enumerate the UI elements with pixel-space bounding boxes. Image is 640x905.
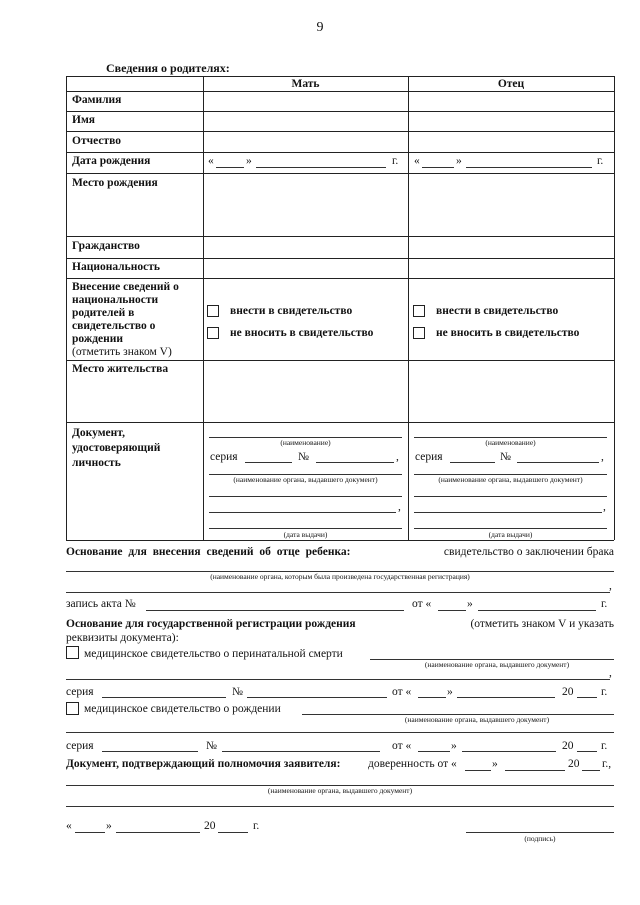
mother-include-checkbox[interactable] xyxy=(207,305,219,317)
birth-cert-organ-line-2[interactable] xyxy=(66,732,614,733)
row-label-name: Имя xyxy=(72,114,95,126)
record-day-field[interactable] xyxy=(438,610,466,611)
mother-issue-date-line[interactable] xyxy=(209,528,402,529)
perinatal-number-label: № xyxy=(232,686,243,698)
mother-series-label: серия xyxy=(210,451,238,463)
mother-caption-issuer: (наименование органа, выдавшего документ) xyxy=(233,475,378,484)
perinatal-day-field[interactable] xyxy=(418,697,446,698)
record-from-label: от « xyxy=(412,598,432,610)
perinatal-organ-line-2[interactable] xyxy=(66,679,610,680)
father-exclude-checkbox[interactable] xyxy=(413,327,425,339)
basis-father-organ-line-2[interactable] xyxy=(66,592,610,593)
row-label-citizenship: Гражданство xyxy=(72,240,140,252)
father-number-label: № xyxy=(500,451,511,463)
record-date-field[interactable] xyxy=(478,610,596,611)
birth-cert-day-field[interactable] xyxy=(418,751,450,752)
authority-year-field[interactable] xyxy=(582,770,600,771)
row-label-id-document: Документ, удостоверяющий личность xyxy=(72,427,161,469)
footer-year-field[interactable] xyxy=(218,832,248,833)
father-caption-issuer: (наименование органа, выдавшего документ) xyxy=(438,475,583,484)
perinatal-label: медицинское свидетельство о перинатальной смерти xyxy=(84,648,343,660)
perinatal-caption: (наименование органа, выдавшего документ) xyxy=(424,660,570,669)
perinatal-series-field[interactable] xyxy=(102,697,226,698)
father-series-label: серия xyxy=(415,451,443,463)
basis-father-label: Основание для внесения сведений об отце ребенка: xyxy=(66,546,351,558)
parents-section-title: Сведения о родителях: xyxy=(106,61,230,75)
father-caption-issue-date: (дата выдачи) xyxy=(488,530,533,539)
basis-father-caption: (наименование органа, которым была произведена государственная регистрация) xyxy=(210,572,470,581)
perinatal-year-field[interactable] xyxy=(577,697,597,698)
birth-cert-month-field[interactable] xyxy=(462,751,556,752)
birth-cert-series-field[interactable] xyxy=(102,751,198,752)
record-act-label: запись акта № xyxy=(66,598,136,610)
footer-day-field[interactable] xyxy=(75,832,105,833)
authority-text: доверенность от « xyxy=(368,758,457,770)
row-label-surname: Фамилия xyxy=(72,94,122,106)
authority-label: Документ, подтверждающий полномочия заявителя: xyxy=(66,758,341,770)
father-number-field[interactable] xyxy=(517,462,599,463)
father-include-checkbox[interactable] xyxy=(413,305,425,317)
signature-caption: (подпись) xyxy=(524,834,556,843)
father-exclude-label: не вносить в свидетельство xyxy=(436,327,580,339)
basis-father-text: свидетельство о заключении брака xyxy=(443,546,614,558)
authority-caption: (наименование органа, выдавшего документ) xyxy=(267,786,413,795)
nationality-entry-bold: Внесение сведений о национальности родителей в свидетельство о рождении xyxy=(72,281,179,345)
birth-cert-series-label: серия xyxy=(66,740,94,752)
authority-organ-line-2[interactable] xyxy=(66,806,614,807)
row-label-birth-place: Место рождения xyxy=(72,177,158,189)
page-number: 9 xyxy=(316,20,324,35)
footer-month-field[interactable] xyxy=(116,832,200,833)
birth-cert-caption: (наименование органа, выдавшего документ) xyxy=(404,715,550,724)
birth-cert-number-label: № xyxy=(206,740,217,752)
column-header-father: Отец xyxy=(497,78,525,90)
birth-cert-number-field[interactable] xyxy=(222,751,380,752)
mother-series-field[interactable] xyxy=(245,462,292,463)
basis-birth-tail: (отметить знаком V и указать xyxy=(470,618,614,630)
birth-cert-year-field[interactable] xyxy=(577,751,597,752)
basis-birth-line2: реквизиты документа): xyxy=(66,632,179,644)
mother-exclude-label: не вносить в свидетельство xyxy=(230,327,374,339)
row-label-nationality-entry xyxy=(72,281,202,359)
father-issuer-line[interactable] xyxy=(414,496,607,497)
basis-birth-label: Основание для государственной регистрации рождения xyxy=(66,618,356,630)
column-header-mother: Мать xyxy=(291,78,320,90)
row-label-patronymic: Отчество xyxy=(72,135,121,147)
mother-caption-issue-date: (дата выдачи) xyxy=(283,530,328,539)
perinatal-series-label: серия xyxy=(66,686,94,698)
birth-cert-checkbox[interactable] xyxy=(66,702,79,715)
perinatal-number-field[interactable] xyxy=(247,697,387,698)
nationality-entry-note: (отметить знаком V) xyxy=(72,346,172,358)
mother-issuer-line[interactable] xyxy=(209,496,402,497)
row-label-residence: Место жительства xyxy=(72,363,169,375)
father-series-field[interactable] xyxy=(450,462,495,463)
authority-month-field[interactable] xyxy=(505,770,565,771)
mother-exclude-checkbox[interactable] xyxy=(207,327,219,339)
mother-issuer-line-2[interactable] xyxy=(209,512,396,513)
father-include-label: внести в свидетельство xyxy=(436,305,559,317)
row-label-nationality: Национальность xyxy=(72,261,160,273)
perinatal-month-field[interactable] xyxy=(457,697,555,698)
father-issuer-line-2[interactable] xyxy=(414,512,602,513)
father-issue-date-line[interactable] xyxy=(414,528,607,529)
father-caption-name: (наименование) xyxy=(485,438,536,447)
birth-cert-label: медицинское свидетельство о рождении xyxy=(84,703,281,715)
mother-number-field[interactable] xyxy=(316,462,394,463)
mother-number-label: № xyxy=(298,451,309,463)
mother-caption-name: (наименование) xyxy=(280,438,331,447)
signature-field[interactable] xyxy=(466,832,614,833)
mother-include-label: внести в свидетельство xyxy=(230,305,353,317)
row-label-birth-date: Дата рождения xyxy=(72,155,151,167)
record-act-number-field[interactable] xyxy=(146,610,404,611)
authority-day-field[interactable] xyxy=(465,770,491,771)
perinatal-checkbox[interactable] xyxy=(66,646,79,659)
